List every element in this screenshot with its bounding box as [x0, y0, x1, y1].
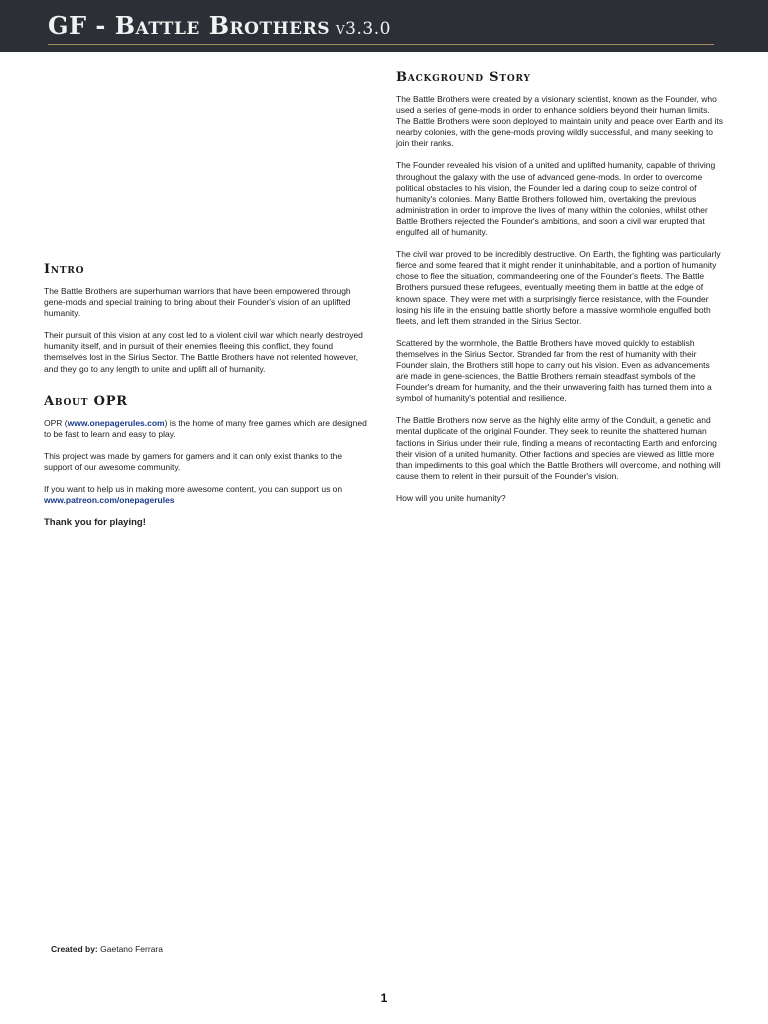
title-banner	[0, 0, 768, 52]
credits-author: Gaetano Ferrara	[100, 944, 163, 954]
background-section	[396, 70, 724, 504]
background-paragraph: The Battle Brothers were created by a visionary scientist, known as the Founder, who used a series of gene-mods in order to enhance soldiers beyond their human limits. The Battle Brothers were soon deployed to maintain unity and peace over Earth and its nearby colonies, with the gene-mods proving wildly successful, and many seeking to join their ranks.	[396, 94, 723, 149]
title-text: GF - Battle Brothers	[48, 11, 331, 40]
intro-paragraph: The Battle Brothers are superhuman warriors that have been empowered through gene-mods and special training to bring about their Founder's vision of an uplifted humanity.	[44, 286, 351, 319]
background-paragraph: The Battle Brothers now serve as the highly elite army of the Conduit, a genetic and mental duplicate of the original Founder. They seek to reunite the shattered human factions in Sirius under their rule, finding a means of recontacting Earth and enforcing their vision of a united humanity. Other factions and species are viewed as little more than impediments to this goal which the Battle Brothers will overcome, and nothing will cause them to relent in their pursuit of the Founder's vision.	[396, 415, 721, 481]
intro-section	[44, 262, 372, 375]
about-section	[44, 394, 372, 529]
about-paragraph	[44, 418, 372, 440]
background-paragraph: Scattered by the wormhole, the Battle Brothers have moved quickly to establish themselves in the Sirius Sector. Stranded far from the rest of humanity with their Founder slain, the Brothers still hope to carry out his vision. Even as advancements are made in gene-sciences, the Battle Brothers remain steadfast symbols of the Founder's dream for humanity, and the their unwavering faith has turned them into a symbol of humanity's potential and resilience.	[396, 337, 712, 404]
about-paragraph	[44, 484, 372, 506]
intro-paragraph: Their pursuit of this vision at any cost led to a violent civil war which nearly destroyed humanity itself, and in pursuit of their enemies fleeing this conflict, they found themselves lost in the Sirius Sector. The Battle Brothers have not relented however, and they go to any length to unite and uplift all of humanity.	[44, 330, 363, 374]
version-text: v3.3.0	[336, 19, 391, 39]
website-link[interactable]: www.onepagerules.com	[67, 417, 165, 428]
credits-label: Created by:	[51, 944, 98, 954]
background-closing: How will you unite humanity?	[396, 492, 506, 503]
title-underline	[48, 44, 714, 45]
patreon-link[interactable]: www.patreon.com/onepagerules	[44, 495, 175, 506]
thanks-text: Thank you for playing!	[44, 517, 146, 529]
background-heading: Background Story	[396, 70, 531, 85]
intro-heading: Intro	[44, 262, 85, 277]
background-paragraph: The civil war proved to be incredibly destructive. On Earth, the fighting was particularly fierce and some feared that it might render it uninhabitable, and a portion of humanity chose to flee the situation, commandeering one of the Founder's fleets. The Battle Brothers pursued these refugees, eventually meeting them in battle at the edge of known space. They were met with a surprisingly fierce resistance, with the Founder losing his life in the ensuing battle shortly before a massive wormhole engulfed both fleets, and left them stranded in the Sirius Sector.	[396, 249, 721, 326]
right-column	[396, 70, 724, 515]
page-title	[48, 12, 391, 43]
page-number: 1	[380, 991, 388, 1005]
about-text: ) is the home of many free games which are designed to be fast to learn and easy to play.	[44, 417, 367, 439]
about-text: OPR (	[44, 417, 68, 428]
about-paragraph: This project was made by gamers for gamers and it can only exist thanks to the support of our awesome community.	[44, 450, 343, 472]
credits	[51, 944, 163, 954]
background-paragraph: The Founder revealed his vision of a united and uplifted humanity, capable of thriving throughout the galaxy with the use of advanced gene-mods. In order to overcome political obstacles to his vision, the Founder led a daring coup to seize control of humanity's colonies. Many Battle Brothers followed him, overtaking the previous administration in order to improve the lives of many within the colonies, whilst other Battle Brothers rejected the Founder's ambitions, and soon a civil war erupted that engulfed all of humanity.	[396, 160, 716, 238]
about-heading: About OPR	[44, 393, 128, 409]
about-text: If you want to help us in making more awesome content, you can support us on	[44, 484, 343, 495]
left-column	[44, 262, 372, 539]
